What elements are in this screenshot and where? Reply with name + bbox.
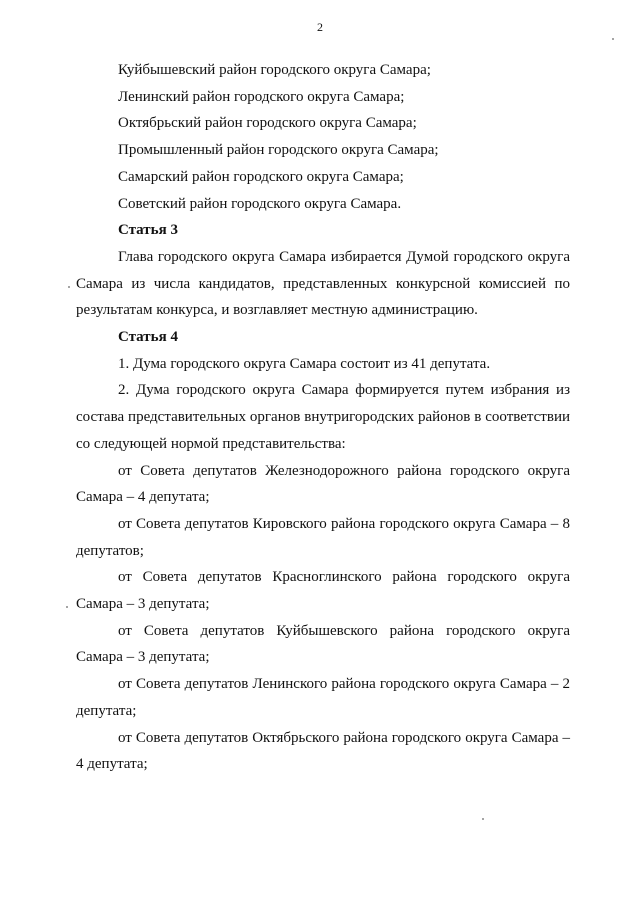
article-4-paragraph-2: 2. Дума городского округа Самара формируется путем избрания из состава представительных органов внутригородских районов в соответствии со следующей нормой представительства:	[76, 382, 570, 452]
list-item: Октябрьский район городского округа Самара;	[118, 115, 417, 132]
article-4-paragraph-1: 1. Дума городского округа Самара состоит из 41 депутата.	[118, 355, 491, 372]
article-4-heading: Статья 4	[118, 329, 178, 346]
representation-item: от Совета депутатов Октябрьского района городского округа Самара – 4 депутата;	[76, 729, 570, 773]
document-body	[76, 57, 570, 778]
list-item: Самарский район городского округа Самара;	[118, 168, 404, 185]
list-item: Куйбышевский район городского округа Самара;	[118, 62, 431, 78]
article-3-text: Глава городского округа Самара избирается Думой городского округа Самара из числа кандидатов, представленных конкурсной комиссией по результатам конкурса, и возглавляет местную администрацию.	[76, 248, 570, 319]
representation-item: от Совета депутатов Кировского района городского округа Самара – 8 депутатов;	[76, 515, 570, 559]
list-item: Промышленный район городского округа Самара;	[118, 142, 439, 159]
representation-item: от Совета депутатов Красноглинского района городского округа Самара – 3 депутата;	[76, 569, 570, 613]
scan-speck	[66, 606, 68, 608]
scan-speck	[68, 286, 70, 288]
scan-speck	[482, 818, 484, 820]
article-3-heading: Статья 3	[118, 222, 178, 239]
representation-item: от Совета депутатов Ленинского района городского округа Самара – 2 депутата;	[76, 676, 570, 719]
page-number: 2	[317, 20, 323, 34]
representation-item: от Совета депутатов Куйбышевского района городского округа Самара – 3 депутата;	[76, 622, 570, 666]
list-item: Советский район городского округа Самара.	[118, 195, 402, 212]
scan-speck	[612, 38, 614, 40]
list-item: Ленинский район городского округа Самара;	[118, 88, 405, 105]
representation-item: от Совета депутатов Железнодорожного района городского округа Самара – 4 депутата;	[76, 462, 570, 506]
